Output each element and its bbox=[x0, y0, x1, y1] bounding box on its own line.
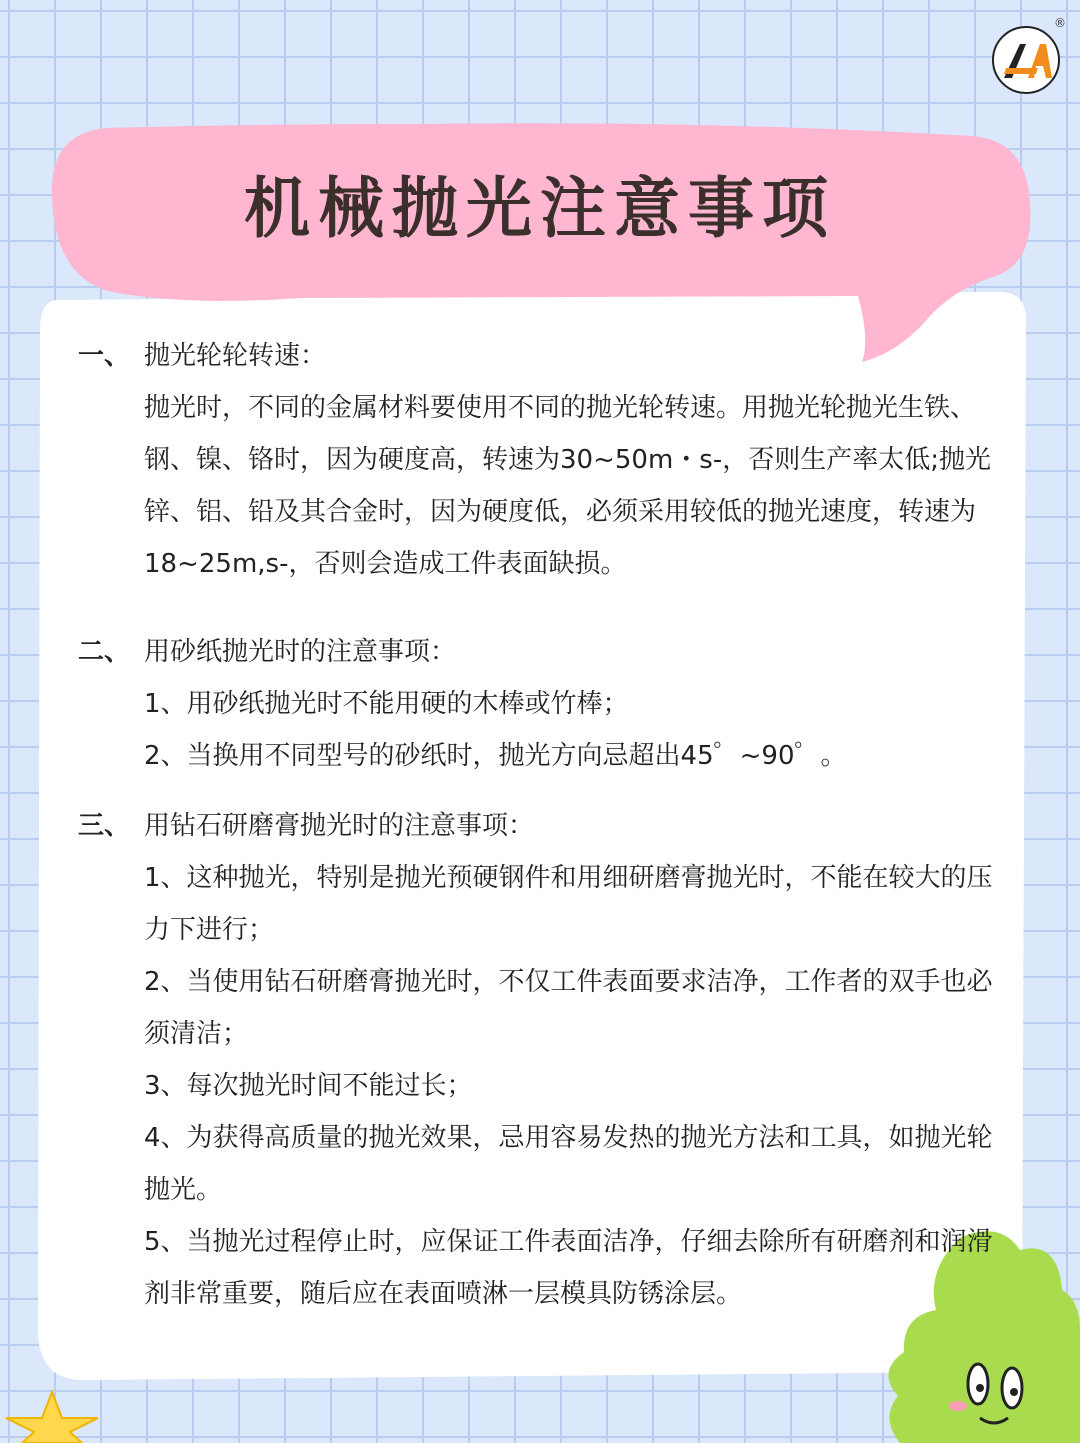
content-body bbox=[78, 330, 1008, 1320]
page-title: 机械抛光注意事项 bbox=[244, 170, 836, 247]
paragraph: 抛光时，不同的金属材料要使用不同的抛光轮转速。用抛光轮抛光生铁、钢、镍、铬时，因为硬度高，转速为30~50m・s-，否则生产率太低;抛光锌、铝、铅及其合金时，因为硬度低，必须采用较低的抛光速度，转速为18~25m,s-，否则会造成工件表面缺损。 bbox=[144, 393, 991, 579]
section-heading bbox=[78, 626, 1008, 678]
star-sticker-icon bbox=[6, 1392, 98, 1443]
paragraph: 1、这种抛光，特别是抛光预硬钢件和用细研磨膏抛光时，不能在较大的压力下进行； bbox=[144, 863, 993, 945]
section-number: 一、 bbox=[78, 341, 131, 371]
paragraph: 1、用砂纸抛光时不能用硬的木棒或竹棒； bbox=[144, 689, 629, 719]
section-title: 用砂纸抛光时的注意事项： bbox=[144, 637, 457, 667]
registered-mark: ® bbox=[1054, 16, 1066, 30]
logo-icon bbox=[992, 26, 1060, 94]
paragraph: 4、为获得高质量的抛光效果，忌用容易发热的抛光方法和工具，如抛光轮抛光。 bbox=[144, 1123, 993, 1205]
paragraph: 3、每次抛光时间不能过长； bbox=[144, 1071, 473, 1101]
section-1 bbox=[78, 330, 1008, 590]
logo-mark-icon bbox=[998, 38, 1054, 82]
section-title: 用钻石研磨膏抛光时的注意事项： bbox=[144, 811, 535, 841]
section-number: 二、 bbox=[78, 637, 131, 667]
section-heading bbox=[78, 330, 1008, 382]
section-heading bbox=[78, 800, 1008, 852]
paragraph: 2、当使用钻石研磨膏抛光时，不仅工件表面要求洁净，工作者的双手也必须清洁； bbox=[144, 967, 993, 1049]
section-number: 三、 bbox=[78, 811, 131, 841]
section-title: 抛光轮轮转速： bbox=[144, 341, 327, 371]
paragraph: 2、当换用不同型号的砂纸时，抛光方向忌超出45゜~90゜。 bbox=[144, 741, 847, 771]
paragraph: 5、当抛光过程停止时，应保证工件表面洁净，仔细去除所有研磨剂和润滑剂非常重要，随后应在表面喷淋一层模具防锈涂层。 bbox=[144, 1227, 993, 1309]
section-2 bbox=[78, 626, 1008, 782]
section-3 bbox=[78, 800, 1008, 1320]
